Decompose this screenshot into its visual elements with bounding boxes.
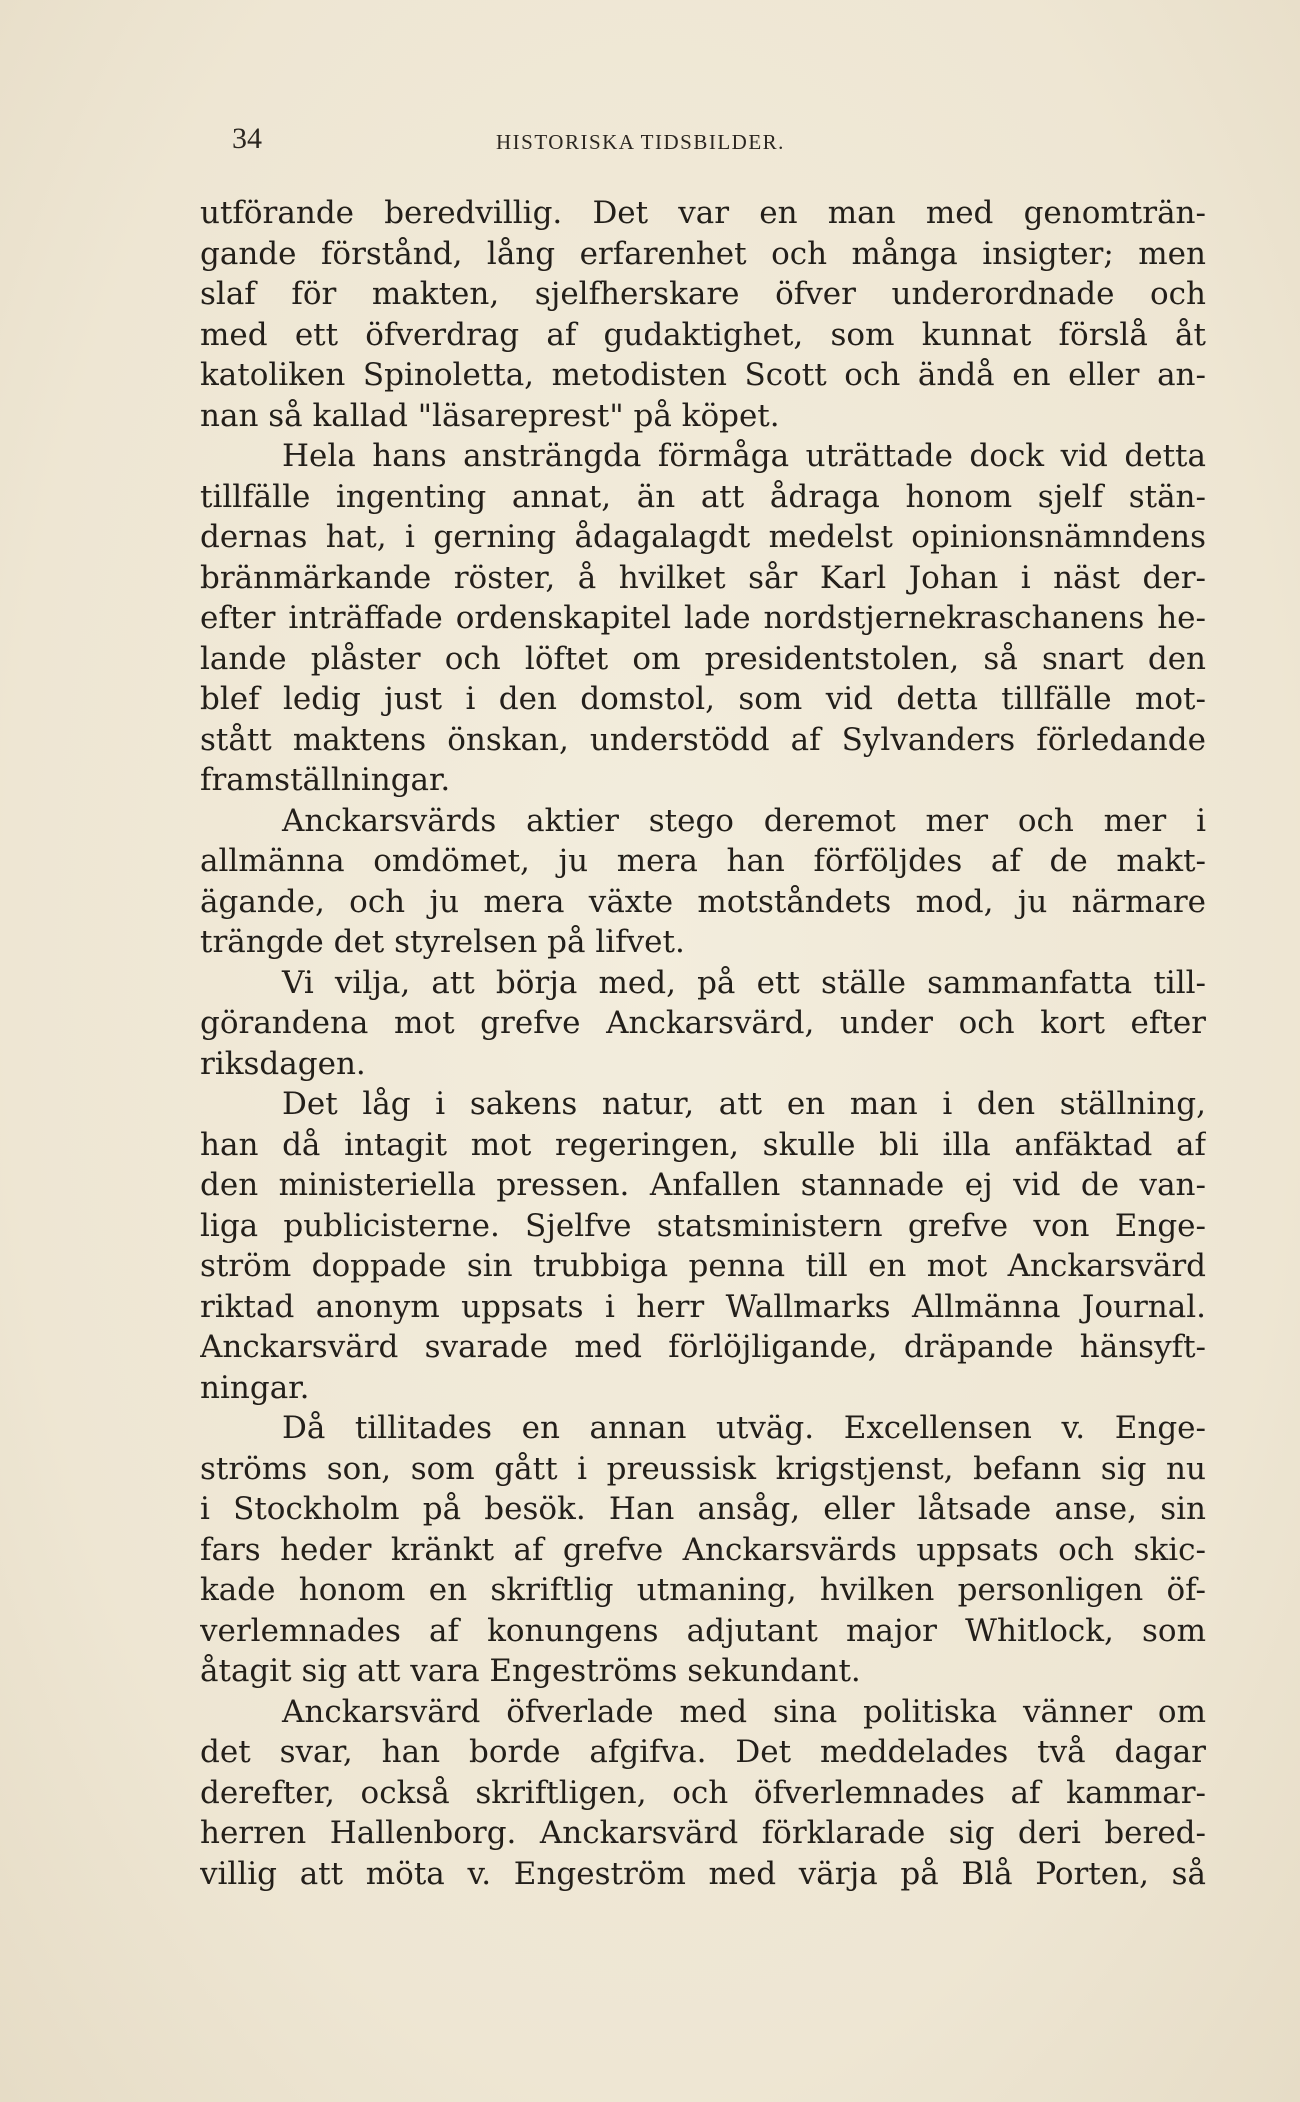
text-line: Anckarsvärd öfverlade med sina politiska vänner om (282, 1693, 1206, 1730)
text-line: slaf för makten, sjelfherskare öfver underordnade och (200, 276, 1206, 312)
text-line: det svar, han borde afgifva. Det meddelades två dagar (200, 1734, 1206, 1770)
text-line: gande förstånd, lång erfarenhet och många insigter; men (200, 235, 1206, 272)
text-line: Anckarsvärds aktier stego deremot mer och mer i (282, 802, 1206, 839)
text-line: nan så kallad "läsareprest" på köpet. (200, 397, 780, 434)
running-title: HISTORISKA TIDSBILDER. (496, 130, 785, 154)
text-line: Anckarsvärd svarade med förlöjligande, dräpande hänsyft- (200, 1329, 1206, 1365)
text-line: åtagit sig att vara Engeströms sekundant. (200, 1653, 861, 1689)
text-line: Vi vilja, att börja med, på ett ställe sammanfatta till- (282, 964, 1206, 1001)
text-line: ägande, och ju mera växte motståndets mod, ju närmare (200, 883, 1206, 920)
text-line: ningar. (200, 1369, 310, 1406)
text-line: katoliken Spinoletta, metodisten Scott och ändå en eller an- (200, 357, 1206, 393)
text-line: allmänna omdömet, ju mera han förföljdes af de makt- (200, 843, 1206, 879)
text-line: blef ledig just i den domstol, som vid detta tillfälle mot- (200, 681, 1206, 717)
page-header (232, 122, 876, 162)
text-line: herren Hallenborg. Anckarsvärd förklarade sig deri bered- (200, 1815, 1206, 1851)
text-line: villig att möta v. Engeström med värja på Blå Porten, så (200, 1855, 1206, 1892)
text-line: utförande beredvillig. Det var en man med genomträn- (200, 195, 1206, 231)
text-line: framställningar. (200, 762, 451, 798)
text-line: han då intagit mot regeringen, skulle bli illa anfäktad af (200, 1126, 1206, 1163)
text-line: riksdagen. (200, 1045, 366, 1082)
text-line: efter inträffade ordenskapitel lade nordstjernekraschanens he- (200, 600, 1206, 636)
text-line: stått maktens önskan, understödd af Sylvanders förledande (200, 721, 1206, 758)
text-line: riktad anonym uppsats i herr Wallmarks Allmänna Journal. (200, 1288, 1206, 1325)
text-line: fars heder kränkt af grefve Anckarsvärds uppsats och skic- (200, 1531, 1206, 1568)
text-line: ström doppade sin trubbiga penna till en mot Anckarsvärd (200, 1248, 1206, 1284)
text-line: verlemnades af konungens adjutant major Whitlock, som (200, 1612, 1206, 1649)
text-line: Hela hans ansträngda förmåga uträttade dock vid detta (282, 438, 1206, 474)
text-line: trängde det styrelsen på lifvet. (200, 924, 685, 960)
text-line: görandena mot grefve Anckarsvärd, under och kort efter (200, 1005, 1206, 1041)
text-line: dernas hat, i gerning ådagalagdt medelst opinionsnämndens (200, 519, 1206, 555)
text-line: kade honom en skriftlig utmaning, hvilken personligen öf- (200, 1572, 1206, 1608)
text-line: ströms son, som gått i preussisk krigstjenst, befann sig nu (200, 1450, 1206, 1487)
page-number: 34 (232, 122, 262, 155)
body-text (200, 193, 1206, 1894)
text-line: med ett öfverdrag af gudaktighet, som kunnat förslå åt (200, 316, 1206, 353)
text-line: den ministeriella pressen. Anfallen stannade ej vid de van- (200, 1167, 1206, 1203)
text-line: liga publicisterne. Sjelfve statsministern grefve von Enge- (200, 1207, 1206, 1244)
text-line: Då tillitades en annan utväg. Excellensen v. Enge- (282, 1410, 1206, 1446)
text-line: bränmärkande röster, å hvilket sår Karl Johan i näst der- (200, 559, 1206, 596)
text-line: Det låg i sakens natur, att en man i den ställning, (282, 1086, 1206, 1122)
text-line: tillfälle ingenting annat, än att ådraga honom sjelf stän- (200, 478, 1206, 515)
text-line: derefter, också skriftligen, och öfverlemnades af kammar- (200, 1774, 1206, 1811)
text-line: i Stockholm på besök. Han ansåg, eller låtsade anse, sin (200, 1491, 1206, 1527)
text-line: lande plåster och löftet om presidentstolen, så snart den (200, 640, 1206, 677)
